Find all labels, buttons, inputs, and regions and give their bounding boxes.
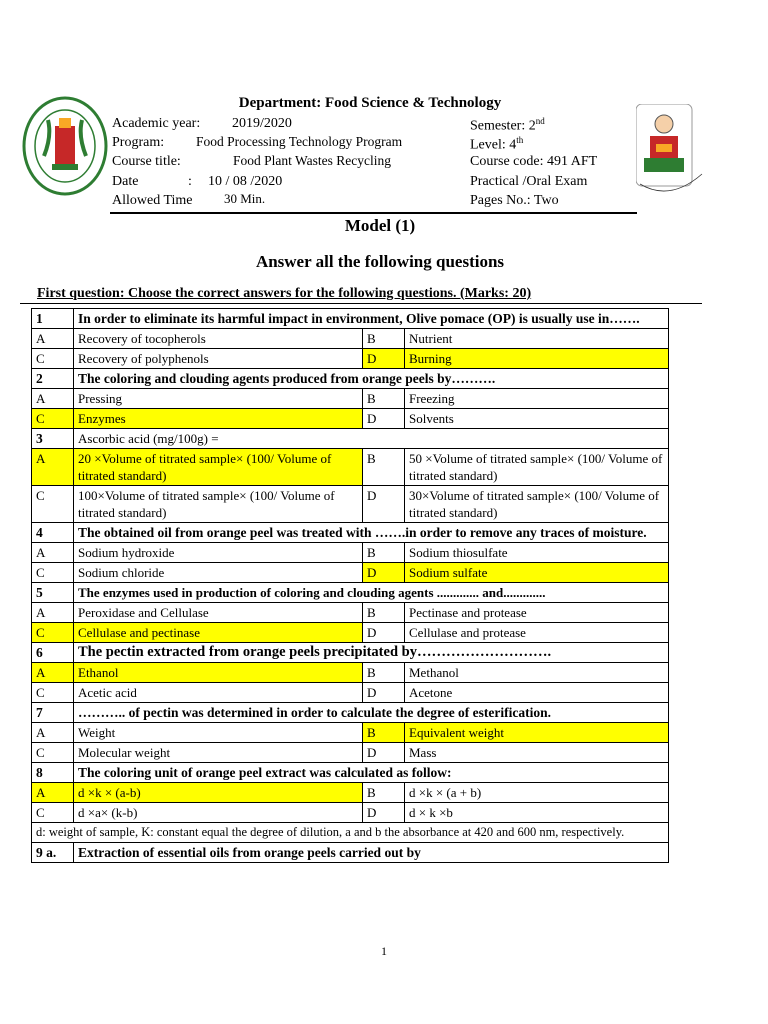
option-text: Nutrient xyxy=(405,329,669,349)
option-text: Mass xyxy=(405,743,669,763)
option-letter: A xyxy=(32,389,74,409)
program-value: Food Processing Technology Program xyxy=(196,134,403,149)
page-number: 1 xyxy=(381,944,387,958)
allowed-time-value: 30 Min. xyxy=(224,191,266,206)
question-row xyxy=(32,643,669,663)
option-letter: B xyxy=(363,449,405,486)
academic-year-label: Academic year: xyxy=(112,116,201,131)
option-row xyxy=(32,389,669,409)
question-number: 9 a. xyxy=(32,843,74,863)
question-number: 6 xyxy=(32,643,74,663)
option-row xyxy=(32,723,669,743)
first-question-heading: First question: Choose the correct answers for the following questions. (Marks: 20) xyxy=(37,286,532,301)
exam-type: Practical /Oral Exam xyxy=(470,174,588,189)
option-letter: D xyxy=(363,486,405,523)
option-text: Solvents xyxy=(405,409,669,429)
question-text: The obtained oil from orange peel was treated with …….in order to remove any traces of moisture. xyxy=(74,523,669,543)
department-title: Department: Food Science & Technology xyxy=(238,95,502,111)
date-label: Date xyxy=(112,174,139,189)
formula-note: d: weight of sample, K: constant equal the degree of dilution, a and b the absorbance at 420 and 600 nm, respectively. xyxy=(32,823,669,843)
question-text: The coloring and clouding agents produced from orange peels by………. xyxy=(74,369,669,389)
option-letter: C xyxy=(32,743,74,763)
option-letter: B xyxy=(363,329,405,349)
option-row xyxy=(32,543,669,563)
correct-option-letter: B xyxy=(363,723,405,743)
semester: Semester: 2nd xyxy=(470,116,545,134)
option-text: d × k ×b xyxy=(405,803,669,823)
option-row xyxy=(32,663,669,683)
option-letter: B xyxy=(363,663,405,683)
option-text: Sodium thiosulfate xyxy=(405,543,669,563)
question-row xyxy=(32,309,669,329)
option-letter: C xyxy=(32,563,74,583)
correct-option-letter: A xyxy=(32,663,74,683)
correct-option-text: d ×k × (a-b) xyxy=(74,783,363,803)
option-text: d ×k × (a + b) xyxy=(405,783,669,803)
option-letter: A xyxy=(32,723,74,743)
option-text: Weight xyxy=(74,723,363,743)
correct-option-letter: C xyxy=(32,409,74,429)
option-row xyxy=(32,743,669,763)
question-text: Extraction of essential oils from orange peels carried out by xyxy=(74,843,669,863)
option-text: Molecular weight xyxy=(74,743,363,763)
option-row xyxy=(32,329,669,349)
question-number: 2 xyxy=(32,369,74,389)
cairo-university-logo xyxy=(636,104,704,204)
option-letter: D xyxy=(363,803,405,823)
option-letter: A xyxy=(32,329,74,349)
option-text: 50 ×Volume of titrated sample× (100/ Volume of titrated standard) xyxy=(405,449,669,486)
option-row xyxy=(32,486,669,523)
option-letter: D xyxy=(363,743,405,763)
correct-option-text: 20 ×Volume of titrated sample× (100/ Volume of titrated standard) xyxy=(74,449,363,486)
question-number: 7 xyxy=(32,703,74,723)
model-title: Model (1) xyxy=(344,216,416,235)
program-label: Program: xyxy=(112,135,165,150)
question-row xyxy=(32,583,669,603)
option-letter: A xyxy=(32,603,74,623)
option-text: 30×Volume of titrated sample× (100/ Volume of titrated standard) xyxy=(405,486,669,523)
question-text: The pectin extracted from orange peels precipitated by………………………. xyxy=(74,643,669,663)
option-letter: B xyxy=(363,603,405,623)
question-row xyxy=(32,429,669,449)
option-row xyxy=(32,563,669,583)
option-row xyxy=(32,349,669,369)
option-row xyxy=(32,409,669,429)
correct-option-text: Enzymes xyxy=(74,409,363,429)
header-divider xyxy=(110,212,637,214)
question-text: The coloring unit of orange peel extract was calculated as follow: xyxy=(74,763,669,783)
option-text: 100×Volume of titrated sample× (100/ Volume of titrated standard) xyxy=(74,486,363,523)
option-text: Peroxidase and Cellulase xyxy=(74,603,363,623)
option-letter: C xyxy=(32,803,74,823)
correct-option-text: Ethanol xyxy=(74,663,363,683)
option-text: Acetic acid xyxy=(74,683,363,703)
option-text: d ×a× (k-b) xyxy=(74,803,363,823)
note-row xyxy=(32,823,669,843)
option-row xyxy=(32,449,669,486)
option-text: Pectinase and protease xyxy=(405,603,669,623)
question-number: 3 xyxy=(32,429,74,449)
instruction-heading: Answer all the following questions xyxy=(255,252,505,271)
date-separator: : xyxy=(188,174,192,189)
question-text: Ascorbic acid (mg/100g) = xyxy=(74,429,669,449)
questions-table xyxy=(31,308,669,863)
option-letter: A xyxy=(32,543,74,563)
option-text: Cellulase and protease xyxy=(405,623,669,643)
option-text: Sodium chloride xyxy=(74,563,363,583)
course-title-label: Course title: xyxy=(112,154,181,169)
option-text: Acetone xyxy=(405,683,669,703)
course-title-value: Food Plant Wastes Recycling xyxy=(233,153,392,168)
correct-option-text: Sodium sulfate xyxy=(405,563,669,583)
correct-option-text: Equivalent weight xyxy=(405,723,669,743)
option-letter: C xyxy=(32,349,74,369)
option-text: Methanol xyxy=(405,663,669,683)
question-row xyxy=(32,763,669,783)
option-row xyxy=(32,683,669,703)
course-code: Course code: 491 AFT xyxy=(470,154,598,169)
option-letter: B xyxy=(363,389,405,409)
option-row xyxy=(32,603,669,623)
correct-option-text: Cellulase and pectinase xyxy=(74,623,363,643)
allowed-time-label: Allowed Time xyxy=(112,193,193,208)
question-number: 4 xyxy=(32,523,74,543)
option-letter: C xyxy=(32,683,74,703)
option-row xyxy=(32,783,669,803)
question-text: In order to eliminate its harmful impact in environment, Olive pomace (OP) is usually use in……. xyxy=(74,309,669,329)
question-row xyxy=(32,843,669,863)
option-letter: D xyxy=(363,623,405,643)
correct-option-text: Burning xyxy=(405,349,669,369)
level: Level: 4th xyxy=(470,135,524,153)
option-text: Recovery of polyphenols xyxy=(74,349,363,369)
academic-year-value: 2019/2020 xyxy=(232,116,292,131)
question-row xyxy=(32,523,669,543)
pages-count: Pages No.: Two xyxy=(470,193,559,208)
question-text: The enzymes used in production of coloring and clouding agents ............. and............. xyxy=(74,583,669,603)
option-letter: D xyxy=(363,409,405,429)
option-text: Freezing xyxy=(405,389,669,409)
correct-option-letter: C xyxy=(32,623,74,643)
question-number: 5 xyxy=(32,583,74,603)
option-letter: D xyxy=(363,683,405,703)
option-text: Recovery of tocopherols xyxy=(74,329,363,349)
option-row xyxy=(32,623,669,643)
question-row xyxy=(32,369,669,389)
correct-option-letter: A xyxy=(32,783,74,803)
option-text: Sodium hydroxide xyxy=(74,543,363,563)
question-number: 8 xyxy=(32,763,74,783)
option-row xyxy=(32,803,669,823)
correct-option-letter: D xyxy=(363,349,405,369)
option-text: Pressing xyxy=(74,389,363,409)
date-value: 10 / 08 /2020 xyxy=(208,174,283,189)
option-letter: B xyxy=(363,783,405,803)
option-letter: B xyxy=(363,543,405,563)
option-letter: C xyxy=(32,486,74,523)
question-text: ……….. of pectin was determined in order to calculate the degree of esterification. xyxy=(74,703,669,723)
question-number: 1 xyxy=(32,309,74,329)
correct-option-letter: D xyxy=(363,563,405,583)
first-question-rule xyxy=(20,303,702,304)
correct-option-letter: A xyxy=(32,449,74,486)
question-row xyxy=(32,703,669,723)
